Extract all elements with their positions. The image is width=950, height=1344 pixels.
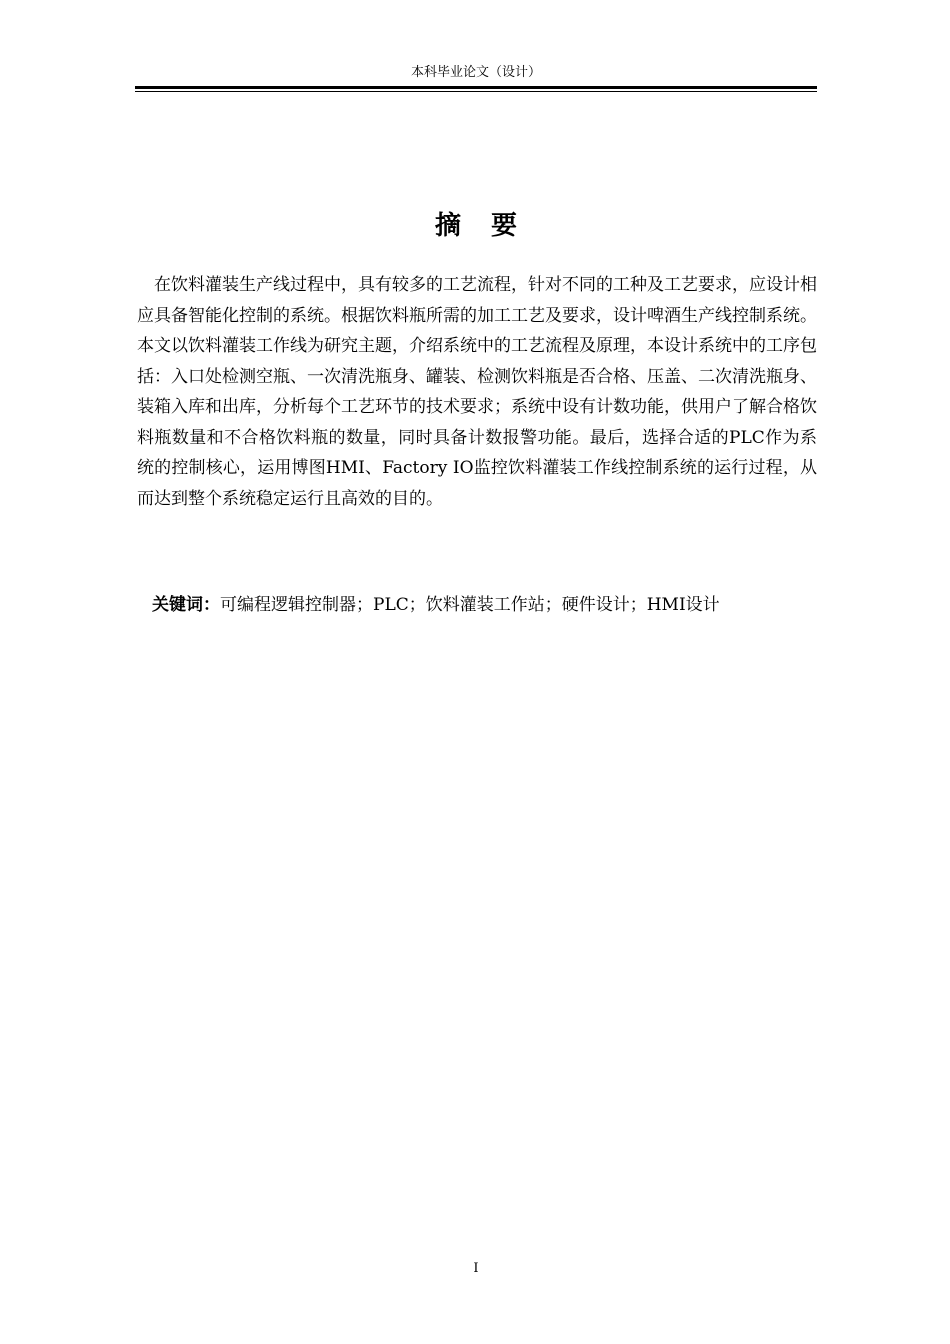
page-number: I: [473, 1261, 479, 1276]
header-rule-thin: [135, 91, 817, 92]
abstract-title: 摘要: [434, 211, 547, 241]
running-header: 本科毕业论文（设计）: [410, 65, 541, 80]
keywords-line: [152, 590, 817, 620]
abstract-body: 在饮料灌装生产线过程中，具有较多的工艺流程，针对不同的工种及工艺要求，应设计相应具备智能化控制的系统。根据饮料瓶所需的加工工艺及要求，设计啤酒生产线控制系统。本文以饮料灌装工作线为研究主题，介绍系统中的工艺流程及原理，本设计系统中的工序包括：入口处检测空瓶、一次清洗瓶身、罐装、检测饮料瓶是否合格、压盖、二次清洗瓶身、装箱入库和出库，分析每个工艺环节的技术要求；系统中设有计数功能，供用户了解合格饮料瓶数量和不合格饮料瓶的数量，同时具备计数报警功能。最后，选择合适的PLC作为系统的控制核心，运用博图HMI、Factory IO监控饮料灌装工作线控制系统的运行过程，从而达到整个系统稳定运行且高效的目的。: [137, 275, 817, 509]
keywords-label: 关键词：: [152, 595, 220, 615]
header-rule-thick: [135, 86, 817, 89]
keywords-text: 可编程逻辑控制器；PLC；饮料灌装工作站；硬件设计；HMI设计: [220, 595, 720, 615]
